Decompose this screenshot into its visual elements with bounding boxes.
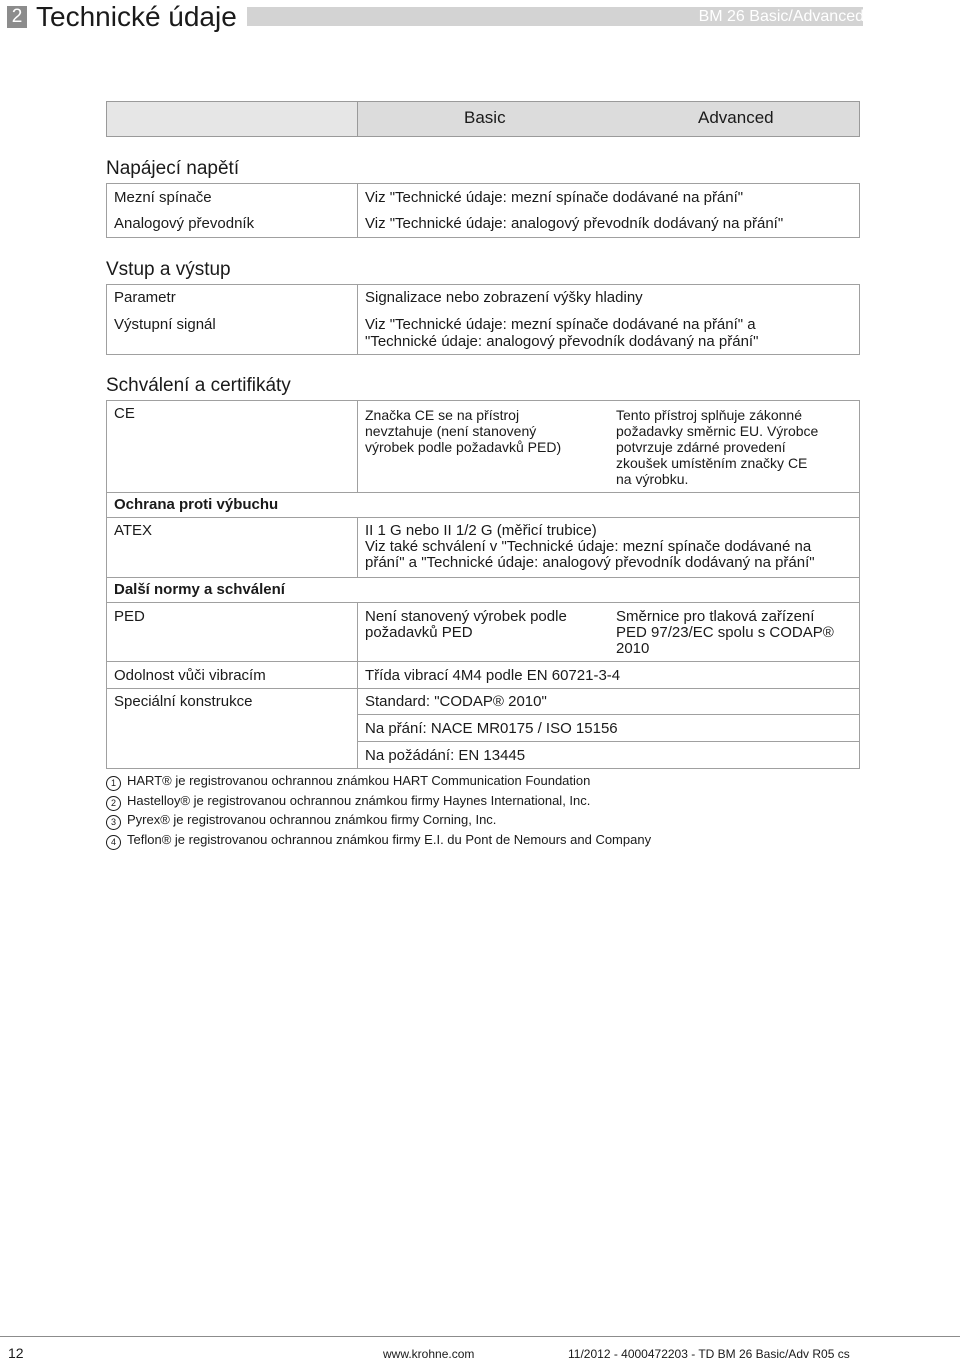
ped-advanced-line: Směrnice pro tlaková zařízení xyxy=(616,608,815,625)
subsection-title-explosion: Ochrana proti výbuchu xyxy=(114,496,279,513)
footnote xyxy=(106,793,590,811)
ce-advanced-line: požadavky směrnic EU. Výrobce xyxy=(616,423,819,439)
footnote xyxy=(106,812,496,830)
atex-label: ATEX xyxy=(114,522,153,539)
column-basic: Basic xyxy=(464,108,506,127)
page-number: 12 xyxy=(8,1345,24,1361)
divider xyxy=(358,741,859,742)
footnote-text: Hastelloy® je registrovanou ochrannou známkou firmy Haynes International, Inc. xyxy=(127,793,591,808)
divider xyxy=(358,714,859,715)
special-value: Na požádání: EN 13445 xyxy=(365,747,526,764)
footnote-text: Teflon® je registrovanou ochrannou známkou firmy E.I. du Pont de Nemours and Company xyxy=(127,832,652,847)
atex-value-line: přání" a "Technické údaje: analogový převodník dodávaný na přání" xyxy=(365,554,815,571)
section-title-supply: Napájecí napětí xyxy=(106,158,240,179)
row-label: Mezní spínače xyxy=(114,189,212,206)
footer-doc-id: 11/2012 - 4000472203 - TD BM 26 Basic/Adv R05 cs xyxy=(568,1347,850,1361)
row-label: Parametr xyxy=(114,289,176,306)
chapter-number: 2 xyxy=(7,6,27,28)
special-value: Na přání: NACE MR0175 / ISO 15156 xyxy=(365,720,618,737)
ped-basic-line: Není stanovený výrobek podle xyxy=(365,608,567,625)
divider xyxy=(357,184,358,237)
ped-advanced-line: 2010 xyxy=(616,640,650,657)
ce-basic-line: nevztahuje (není stanovený xyxy=(365,423,537,439)
footnote-text: Pyrex® je registrovanou ochrannou známkou firmy Corning, Inc. xyxy=(127,812,497,827)
divider xyxy=(107,688,859,689)
section-title-approvals: Schválení a certifikáty xyxy=(106,375,291,396)
footnote-number: 4 xyxy=(106,835,121,850)
chapter-title: Technické údaje xyxy=(36,1,237,32)
ce-advanced-line: potvrzuje zdárné provedení xyxy=(616,439,786,455)
ce-basic-line: Značka CE se na přístroj xyxy=(365,407,520,423)
subsection-title-other: Další normy a schválení xyxy=(114,581,285,598)
special-label: Speciální konstrukce xyxy=(114,693,253,710)
footnote xyxy=(106,832,651,850)
section-title-io: Vstup a výstup xyxy=(106,259,231,280)
divider xyxy=(107,602,859,603)
footnote-number: 2 xyxy=(106,796,121,811)
atex-value-line: Viz také schválení v "Technické údaje: mezní spínače dodávané na xyxy=(365,538,812,555)
divider xyxy=(357,285,358,354)
divider xyxy=(107,517,859,518)
footnote xyxy=(106,773,590,791)
footer-website[interactable]: www.krohne.com xyxy=(383,1347,475,1361)
row-value: Viz "Technické údaje: mezní spínače dodávané na přání" a xyxy=(365,316,756,333)
product-name: BM 26 Basic/Advanced xyxy=(698,8,864,25)
vibration-value: Třída vibrací 4M4 podle EN 60721-3-4 xyxy=(365,667,621,684)
ped-basic-line: požadavků PED xyxy=(365,624,473,641)
ce-advanced-line: zkoušek umístěním značky CE xyxy=(616,455,808,471)
divider xyxy=(107,661,859,662)
row-value: "Technické údaje: analogový převodník dodávaný na přání" xyxy=(365,333,759,350)
ped-advanced-line: PED 97/23/EC spolu s CODAP® xyxy=(616,624,834,641)
row-value: Viz "Technické údaje: mezní spínače dodávané na přání" xyxy=(365,189,744,206)
row-value: Viz "Technické údaje: analogový převodník dodávaný na přání" xyxy=(365,215,784,232)
special-value: Standard: "CODAP® 2010" xyxy=(365,693,547,710)
vibration-label: Odolnost vůči vibracím xyxy=(114,667,266,684)
ped-label: PED xyxy=(114,608,145,625)
row-value: Signalizace nebo zobrazení výšky hladiny xyxy=(365,289,643,306)
footer-rule xyxy=(0,1336,960,1337)
footnote-text: HART® je registrovanou ochrannou známkou HART Communication Foundation xyxy=(127,773,591,788)
ce-advanced-line: Tento přístroj splňuje zákonné xyxy=(616,407,802,423)
ce-advanced-line: na výrobku. xyxy=(616,471,689,487)
row-label: Analogový převodník xyxy=(114,215,255,232)
ce-basic-line: výrobek podle požadavků PED) xyxy=(365,439,562,455)
row-label: Výstupní signál xyxy=(114,316,216,333)
footnote-number: 3 xyxy=(106,815,121,830)
atex-value-line: II 1 G nebo II 1/2 G (měřicí trubice) xyxy=(365,522,597,539)
ce-label: CE xyxy=(114,405,135,422)
footnote-number: 1 xyxy=(106,776,121,791)
column-advanced: Advanced xyxy=(698,108,774,127)
